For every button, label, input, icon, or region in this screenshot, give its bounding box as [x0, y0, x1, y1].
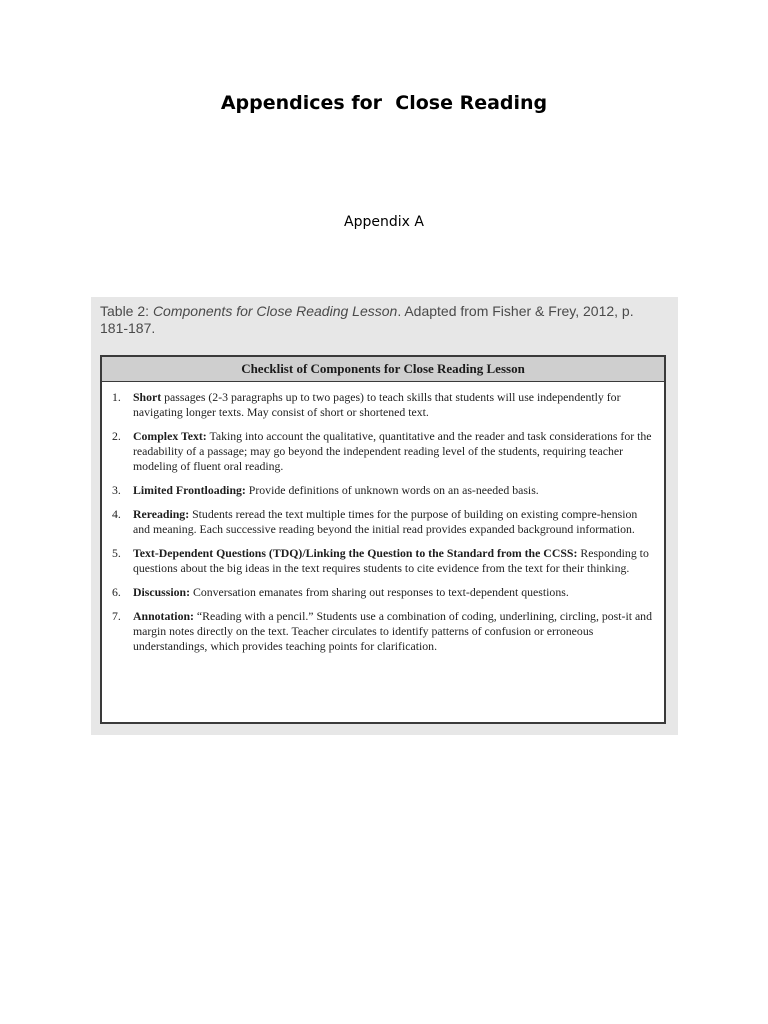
item-text: Responding to questions about the big ideas in the text requires students to cite evidence from the text for their thinking.: [133, 546, 649, 575]
item-term: Annotation:: [133, 609, 194, 623]
item-number: 3.: [112, 483, 121, 497]
checklist-item: [112, 390, 654, 420]
caption-suffix: . Adapted from Fisher & Frey, 2012, p. 181-187.: [100, 303, 634, 336]
checklist-table: [100, 355, 666, 724]
item-body: [133, 546, 654, 576]
item-number: 4.: [112, 507, 121, 521]
checklist-item: [112, 429, 654, 474]
item-term: Text-Dependent Questions (TDQ)/Linking the Question to the Standard from the CCSS:: [133, 546, 578, 560]
item-body: [133, 483, 654, 498]
item-term: Discussion:: [133, 585, 191, 599]
document-title: Appendices for Close Reading: [220, 92, 548, 114]
item-text: “Reading with a pencil.” Students use a combination of coding, underlining, circling, post-it and margin notes directly on the text. Teacher circulates to identify patterns of confusion or erroneous understandings, which provides teaching points for clarification.: [133, 609, 652, 653]
checklist-item: [112, 483, 654, 498]
checklist-item: [112, 507, 654, 537]
caption-title: Components for Close Reading Lesson: [152, 303, 398, 319]
item-body: [133, 585, 654, 600]
item-text: Taking into account the qualitative, quantitative and the reader and task considerations for the readability of a passage; may go beyond the independent reading level of the students, requiring teacher modeling of fluent oral reading.: [133, 429, 652, 473]
appendix-label: Appendix A: [344, 214, 424, 230]
item-number: 6.: [112, 585, 121, 599]
checklist-item: [112, 546, 654, 576]
item-body: [133, 609, 654, 654]
item-term: Limited Frontloading:: [133, 483, 246, 497]
table-caption: [100, 303, 660, 337]
item-number: 5.: [112, 546, 121, 560]
item-number: 7.: [112, 609, 121, 623]
checklist-items: [102, 382, 664, 654]
item-text: Conversation emanates from sharing out responses to text-dependent questions.: [190, 585, 569, 599]
item-text: Provide definitions of unknown words on an as-needed basis.: [245, 483, 539, 497]
item-term: Complex Text:: [133, 429, 207, 443]
item-number: 1.: [112, 390, 121, 404]
checklist-header: Checklist of Components for Close Reading Lesson: [102, 357, 664, 382]
item-term: Short: [133, 390, 162, 404]
checklist-item: [112, 609, 654, 654]
caption-prefix: Table 2:: [100, 303, 153, 319]
checklist-item: [112, 585, 654, 600]
item-text: Students reread the text multiple times for the purpose of building on existing compre-hension and meaning. Each successive reading beyond the initial read provides expanded background information.: [133, 507, 638, 536]
item-number: 2.: [112, 429, 121, 443]
table-figure: [91, 297, 678, 735]
item-text: passages (2-3 paragraphs up to two pages) to teach skills that students will use independently for navigating longer texts. May consist of short or shortened text.: [133, 390, 621, 419]
item-term: Rereading:: [133, 507, 190, 521]
item-body: [133, 390, 654, 420]
item-body: [133, 507, 654, 537]
item-body: [133, 429, 654, 474]
